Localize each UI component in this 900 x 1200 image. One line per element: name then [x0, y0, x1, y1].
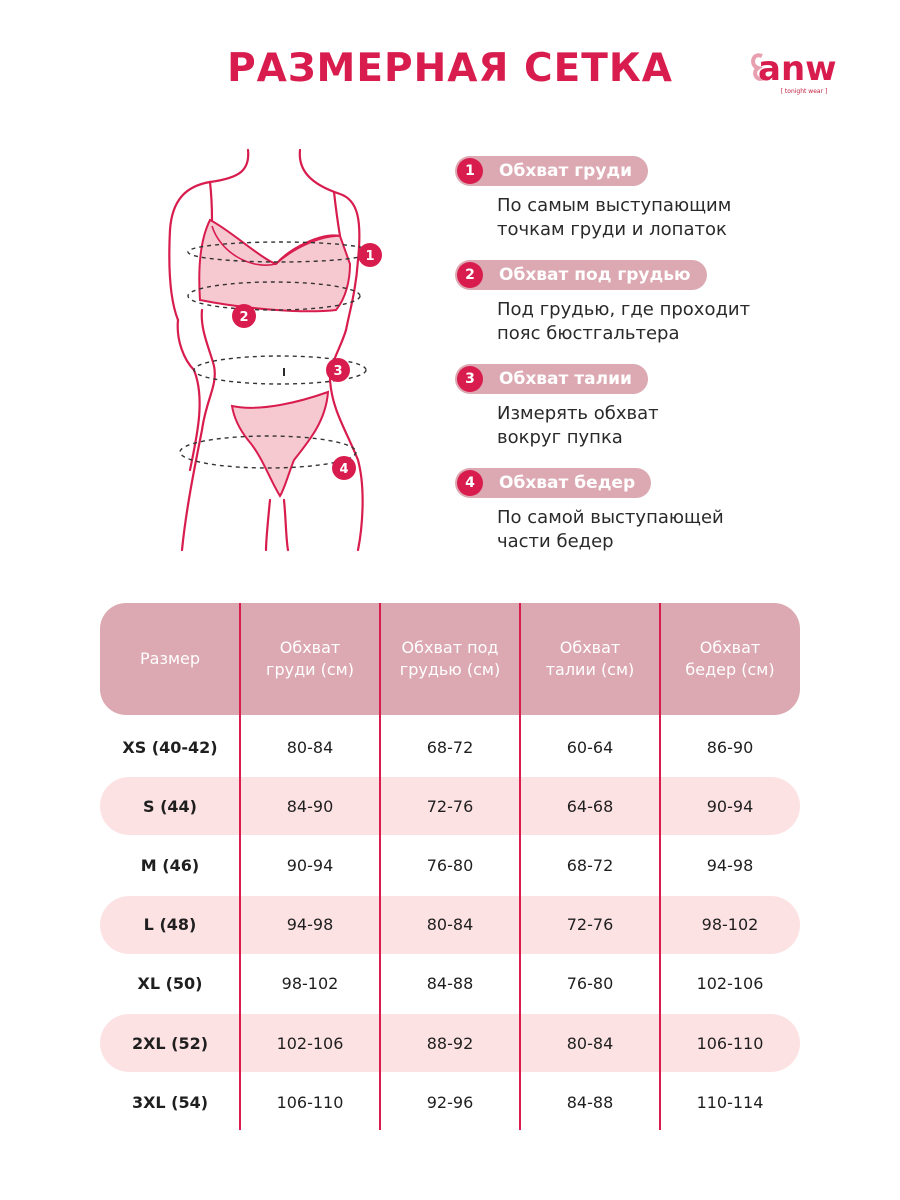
- legend-number: 2: [457, 262, 483, 288]
- measurement-cell: 106-110: [696, 1033, 764, 1053]
- measurement-cell: 86-90: [706, 737, 754, 757]
- size-cell: XL (50): [137, 974, 203, 994]
- header-underbust: Обхват под грудью (см): [399, 638, 501, 679]
- column-divider: [659, 603, 661, 1130]
- measurement-cell: 102-106: [696, 974, 764, 994]
- measurement-cell: 88-92: [426, 1033, 474, 1053]
- size-table: [100, 603, 800, 1130]
- body-figure: [150, 140, 410, 560]
- legend-desc-line: Измерять обхват: [497, 403, 659, 424]
- legend-desc-line: части бедер: [497, 531, 614, 552]
- header-chest: Обхват груди (см): [266, 638, 354, 679]
- column-divider: [239, 603, 241, 1130]
- measurement-cell: 60-64: [566, 737, 614, 757]
- legend-number: 4: [457, 470, 483, 496]
- measurement-cell: 98-102: [281, 974, 339, 994]
- legend-pill: [455, 468, 651, 498]
- legend-desc-line: точкам груди и лопаток: [497, 219, 727, 240]
- legend-description: [497, 506, 827, 554]
- measurement-legend: [455, 156, 875, 572]
- measurement-cell: 80-84: [286, 737, 334, 757]
- measurement-cell: 98-102: [701, 915, 759, 935]
- legend-title: Обхват груди: [499, 161, 633, 181]
- measurement-cell: 76-80: [426, 855, 474, 875]
- header-hips: Обхват бедер (см): [685, 638, 775, 679]
- legend-title: Обхват талии: [499, 369, 632, 389]
- header-waist: Обхват талии (см): [545, 638, 635, 679]
- measurement-cell: 90-94: [706, 796, 754, 816]
- marker-1: [358, 243, 382, 267]
- measurement-cell: 72-76: [426, 796, 474, 816]
- header-size: Размер: [139, 649, 201, 668]
- measurement-cell: 68-72: [426, 737, 474, 757]
- legend-pill: [455, 260, 707, 290]
- measurement-cell: 80-84: [426, 915, 474, 935]
- svg-text:3: 3: [333, 364, 343, 379]
- measurement-cell: 94-98: [286, 915, 334, 935]
- logo-tagline: [ tonight wear ]: [780, 88, 828, 95]
- legend-title: Обхват под грудью: [499, 265, 691, 285]
- legend-item: [455, 364, 875, 468]
- legend-pill: [455, 156, 648, 186]
- legend-desc-line: вокруг пупка: [497, 427, 623, 448]
- measurement-cell: 68-72: [566, 855, 614, 875]
- legend-number: 1: [457, 158, 483, 184]
- page-title: РАЗМЕРНАЯ СЕТКА: [227, 46, 673, 91]
- legend-title: Обхват бедер: [499, 473, 636, 493]
- legend-desc-line: пояс бюстгальтера: [497, 323, 680, 344]
- column-divider: [379, 603, 381, 1130]
- svg-text:anw: anw: [758, 49, 837, 88]
- svg-text:4: 4: [339, 462, 349, 477]
- size-cell: L (48): [143, 915, 197, 935]
- measurement-cell: 72-76: [566, 915, 614, 935]
- legend-desc-line: Под грудью, где проходит: [497, 299, 751, 320]
- svg-text:1: 1: [365, 249, 375, 264]
- legend-description: [497, 194, 827, 242]
- measurement-cell: 64-68: [566, 796, 614, 816]
- legend-description: [497, 402, 827, 450]
- measurement-cell: 84-88: [426, 974, 474, 994]
- legend-description: [497, 298, 827, 346]
- measurement-cell: 102-106: [276, 1033, 344, 1053]
- legend-desc-line: По самой выступающей: [497, 507, 724, 528]
- legend-item: [455, 156, 875, 260]
- brand-logo: [748, 48, 866, 100]
- measurement-cell: 84-90: [286, 796, 334, 816]
- size-cell: 3XL (54): [131, 1092, 209, 1112]
- measurement-cell: 76-80: [566, 974, 614, 994]
- legend-pill: [455, 364, 648, 394]
- size-cell: XS (40-42): [122, 737, 218, 757]
- measurement-cell: 84-88: [566, 1092, 614, 1112]
- measurement-cell: 110-114: [696, 1092, 764, 1112]
- measurement-cell: 94-98: [706, 855, 754, 875]
- legend-item: [455, 468, 875, 572]
- column-divider: [519, 603, 521, 1130]
- measurement-cell: 106-110: [276, 1092, 344, 1112]
- table-header: [100, 603, 800, 715]
- logo-mark-icon: [748, 48, 866, 88]
- svg-text:2: 2: [239, 310, 249, 325]
- legend-number: 3: [457, 366, 483, 392]
- marker-4: [332, 456, 356, 480]
- size-cell: S (44): [143, 796, 197, 816]
- size-cell: 2XL (52): [131, 1033, 209, 1053]
- marker-3: [326, 358, 350, 382]
- legend-desc-line: По самым выступающим: [497, 195, 732, 216]
- measurement-cell: 90-94: [286, 855, 334, 875]
- size-cell: M (46): [140, 855, 200, 875]
- legend-item: [455, 260, 875, 364]
- measurement-cell: 92-96: [426, 1092, 474, 1112]
- measurement-cell: 80-84: [566, 1033, 614, 1053]
- marker-2: [232, 304, 256, 328]
